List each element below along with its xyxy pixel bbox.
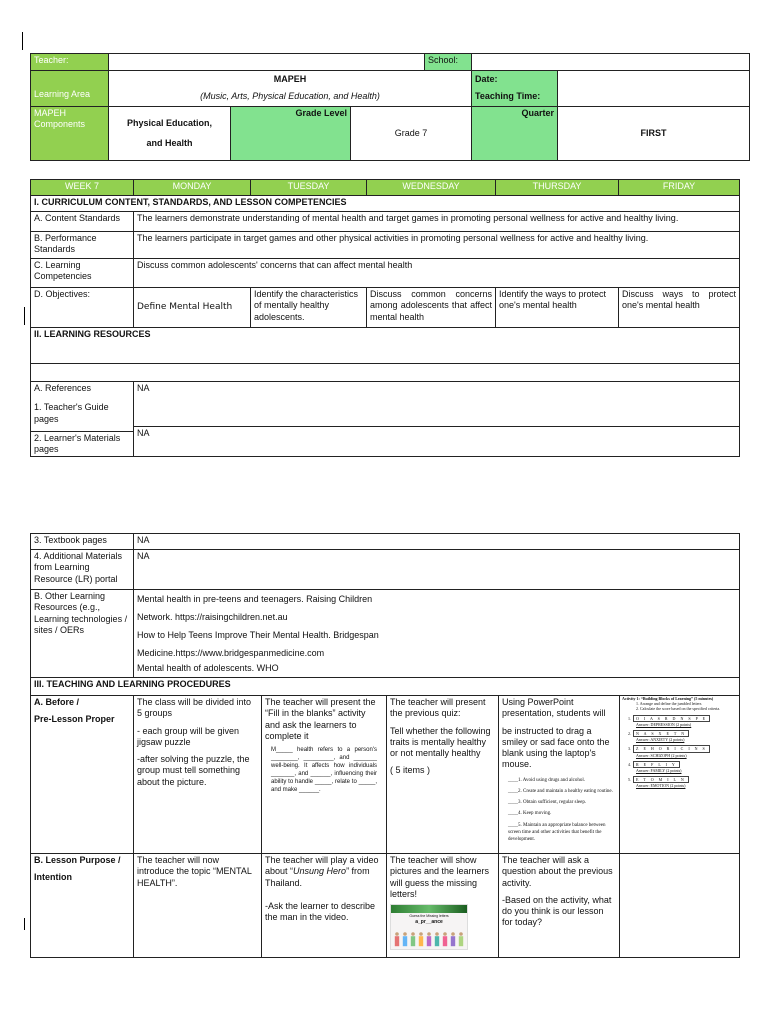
before-thu-text1: Using PowerPoint presentation, students will: [502, 697, 606, 719]
objectives-label: D. Objectives:: [31, 288, 134, 328]
purpose-thursday: [499, 854, 620, 958]
before-monday: [134, 696, 262, 854]
jumbled-word-row: [628, 761, 737, 768]
person-body: [403, 936, 407, 946]
before-tue-text1: The teacher will present the “Fill in the blanks” activity and ask the learners to complete it: [265, 697, 376, 741]
before-wednesday: [387, 696, 499, 854]
thu-item: ____1. Avoid using drugs and alcohol.: [508, 777, 585, 783]
references-cell: [31, 382, 134, 457]
other-resources-label: B. Other Learning Resources (e.g., Learning technologies / sites / OERs: [31, 590, 134, 678]
resource-line: Mental health in pre-teens and teenagers. Raising Children: [137, 594, 373, 604]
purpose-tue-title: Unsung Hero: [293, 866, 347, 877]
before-label-line1: A. Before /: [34, 697, 80, 707]
missing-letters-title: Guess the Missing letters: [409, 914, 449, 918]
jumbled-word-answer: Answer: SCHIZOPH (2 points): [636, 752, 687, 758]
learning-area-cell: [109, 71, 472, 107]
quarter-value: FIRST: [558, 107, 750, 161]
jumbled-word-answer: Answer: EMOTION (2 points): [636, 783, 686, 789]
component-value-line1: Physical Education,: [126, 117, 213, 128]
school-field[interactable]: [472, 54, 750, 71]
grade-value: Grade 7: [351, 107, 472, 161]
references-value: NA: [137, 383, 150, 393]
references-value-cell: [134, 382, 740, 457]
blank-row: [31, 364, 740, 382]
before-mon-text2: - each group will be given jigsaw puzzle: [137, 725, 240, 747]
activity-step: 1. Arrange and define the jumbled letters: [636, 701, 702, 707]
letter-boxes: Z E H O R I C I N S: [633, 745, 710, 752]
component-value: [109, 107, 231, 161]
additional-materials-label: 4. Additional Materials from Learning Resource (LR) portal: [31, 550, 134, 590]
component-value-line2: and Health: [146, 138, 193, 148]
missing-letters-picture: [390, 904, 468, 950]
person-body: [411, 936, 415, 946]
date-teaching-time-cell: [472, 71, 558, 107]
objective-wednesday: Discuss common concerns among adolescents that affect mental health: [367, 288, 496, 328]
purpose-friday: [620, 854, 740, 958]
purpose-tuesday: [262, 854, 387, 958]
person-head: [419, 932, 423, 936]
thu-item: ____2. Create and maintain a healthy eating routine.: [508, 788, 613, 794]
before-friday: [620, 696, 740, 854]
col-monday: MONDAY: [134, 180, 251, 196]
person-body: [427, 936, 431, 946]
building-blocks-activity: [622, 696, 737, 788]
date-time-field[interactable]: [558, 71, 750, 107]
col-wednesday: WEDNESDAY: [367, 180, 496, 196]
letter-boxes: R E F L I Y: [633, 761, 680, 768]
purpose-thu-text1: The teacher will ask a question about the previous activity.: [502, 855, 613, 888]
letter-boxes: O I A S R D N S P E: [633, 715, 710, 722]
other-resources-list: [134, 590, 740, 678]
textbook-value: NA: [134, 534, 740, 550]
jumbled-word-number: 3.: [628, 746, 631, 752]
references-label: A. References: [34, 383, 92, 393]
person-body: [443, 936, 447, 946]
jumbled-word-number: 1.: [628, 715, 631, 721]
thu-item: ____3. Obtain sufficient, regular sleep.: [508, 800, 587, 805]
col-friday: FRIDAY: [619, 180, 740, 196]
resource-line: Network. https://raisingchildren.net.au: [137, 612, 288, 622]
resource-line: Mental health of adolescents. WHO: [137, 663, 279, 673]
resource-line: Medicine.https://www.bridgespanmedicine.com: [137, 648, 325, 658]
purpose-monday: The teacher will now introduce the topic “MENTAL HEALTH”.: [134, 854, 262, 958]
person-head: [395, 932, 399, 936]
jumbled-word-answer: Answer: DEPRESSION (2 points): [636, 721, 692, 727]
jumbled-word-number: 5.: [628, 777, 631, 783]
col-week: WEEK 7: [31, 180, 134, 196]
thu-item-list: [508, 777, 616, 844]
text-cursor-mark: [24, 918, 25, 930]
performance-standards-label: B. Performance Standards: [31, 232, 134, 259]
purpose-tue-text1: [265, 855, 383, 889]
jumbled-word-number: 2.: [628, 730, 631, 736]
person-body: [451, 936, 455, 946]
people-illustration: [391, 928, 467, 948]
person-body: [459, 936, 463, 946]
components-label: MAPEH Components: [31, 107, 109, 161]
text-cursor-mark: [24, 307, 25, 325]
activity-step: 2. Calculate the score based on the specified criteria.: [636, 706, 721, 712]
competencies-value: Discuss common adolescents' concerns that can affect mental health: [134, 259, 740, 288]
quarter-label: Quarter: [472, 107, 558, 161]
letter-boxes: N A S X E T N: [633, 730, 689, 737]
objective-friday: Discuss ways to protect one's mental health: [619, 288, 740, 328]
purpose-label-line2: Intention: [34, 872, 72, 883]
learning-area-label: Learning Area: [31, 71, 109, 107]
procedures-table: [30, 533, 740, 958]
learning-area-title: MAPEH: [273, 74, 307, 84]
date-label: Date:: [475, 74, 498, 84]
jumbled-word-answer: Answer: ANXIETY (2 points): [636, 737, 685, 743]
section-curriculum: I. CURRICULUM CONTENT, STANDARDS, AND LESSON COMPETENCIES: [31, 196, 740, 212]
person-head: [443, 932, 447, 936]
content-standards-label: A. Content Standards: [31, 212, 134, 232]
person-body: [435, 936, 439, 946]
jumbled-word-row: [628, 715, 737, 722]
teacher-field[interactable]: [109, 54, 425, 71]
col-tuesday: TUESDAY: [251, 180, 367, 196]
teachers-guide-label: 1. Teacher's Guide pages: [34, 402, 109, 424]
person-head: [459, 932, 463, 936]
before-wed-text3: ( 5 items ): [390, 765, 431, 776]
section-procedures: III. TEACHING AND LEARNING PROCEDURES: [31, 678, 740, 696]
additional-materials-value: NA: [134, 550, 740, 590]
missing-letters-word: a_pr__ance: [415, 919, 443, 925]
purpose-tue-prefix: The teacher will play a video about “: [265, 855, 379, 877]
jumbled-word-row: [628, 730, 737, 737]
thu-item: ____4. Keep moving.: [508, 811, 552, 817]
objective-tuesday: Identify the characteristics of mentally healthy adolescents.: [251, 288, 367, 328]
jumbled-word-number: 4.: [628, 761, 631, 767]
person-body: [395, 936, 399, 946]
learners-materials-value: NA: [134, 426, 739, 440]
teaching-time-label: Teaching Time:: [475, 91, 541, 102]
fill-in-blanks-text: M_____ health refers to a person's ________, _________, and _______ well-being. It affects how individuals _______, and ______, influencing their ability to handle _____, relate to _____, and make ______.: [271, 747, 377, 794]
purpose-label-line1: B. Lesson Purpose /: [34, 855, 121, 865]
purpose-label: [31, 854, 134, 958]
learning-area-subtitle: (Music, Arts, Physical Education, and Health): [200, 91, 380, 102]
before-label-line2: Pre-Lesson Proper: [34, 714, 115, 725]
objective-monday: Define Mental Health: [134, 288, 251, 328]
jumbled-word-row: [628, 776, 737, 783]
objective-thursday: Identify the ways to protect one's mental health: [496, 288, 619, 328]
purpose-thu-text2: -Based on the activity, what do you think is our lesson for today?: [502, 894, 612, 928]
content-standards-value: The learners demonstrate understanding of mental health and target games in promoting personal wellness for active and healthy living.: [134, 212, 740, 232]
person-body: [419, 936, 423, 946]
resource-line: How to Help Teens Improve Their Mental Health. Bridgespan: [137, 630, 379, 640]
teacher-label: Teacher:: [31, 54, 109, 71]
person-head: [403, 932, 407, 936]
person-head: [427, 932, 431, 936]
jumbled-word-row: [628, 745, 737, 752]
col-thursday: THURSDAY: [496, 180, 619, 196]
before-wed-text2: Tell whether the following traits is mentally healthy or not mentally healthy: [390, 725, 491, 758]
person-head: [435, 932, 439, 936]
section-resources: II. LEARNING RESOURCES: [31, 328, 740, 364]
before-mon-text3: -after solving the puzzle, the group must tell something about the picture.: [137, 754, 250, 787]
purpose-wed-text: The teacher will show pictures and the learners will guess the missing letters!: [390, 855, 490, 899]
jumbled-word-answer: Answer: FAMILY (2 points): [636, 767, 682, 773]
before-wed-text1: The teacher will present the previous quiz:: [390, 697, 486, 719]
thu-item: ____5. Maintain an appropriate balance between screen time and other activities that benefit the development.: [508, 822, 606, 842]
jumbled-word-list: [622, 715, 737, 789]
person-head: [451, 932, 455, 936]
letter-boxes: E T O M I L N: [633, 776, 689, 783]
grade-level-label: Grade Level: [231, 107, 351, 161]
textbook-label: 3. Textbook pages: [31, 534, 134, 550]
header-table: [30, 53, 750, 161]
week-table: [30, 179, 740, 457]
before-tuesday: [262, 696, 387, 854]
learners-materials-label: 2. Learner's Materials pages: [31, 431, 133, 457]
text-cursor-mark: [22, 32, 23, 50]
school-label: School:: [425, 54, 472, 71]
competencies-label: C. Learning Competencies: [31, 259, 134, 288]
performance-standards-value: The learners participate in target games and other physical activities in promoting personal wellness for active and healthy living.: [134, 232, 740, 259]
before-mon-text1: The class will be divided into 5 groups: [137, 697, 252, 719]
before-thursday: [499, 696, 620, 854]
before-label: [31, 696, 134, 854]
person-head: [411, 932, 415, 936]
purpose-tue-text2: -Ask the learner to describe the man in the video.: [265, 900, 376, 922]
purpose-tue-suffix: ” from Thailand.: [265, 866, 370, 888]
purpose-wednesday: [387, 854, 499, 958]
activity-title: Activity 1: “Building Blocks of Learning” (5 minutes): [622, 696, 714, 701]
before-thu-text2: be instructed to drag a smiley or sad face onto the blank using the laptop's mouse.: [502, 725, 610, 770]
